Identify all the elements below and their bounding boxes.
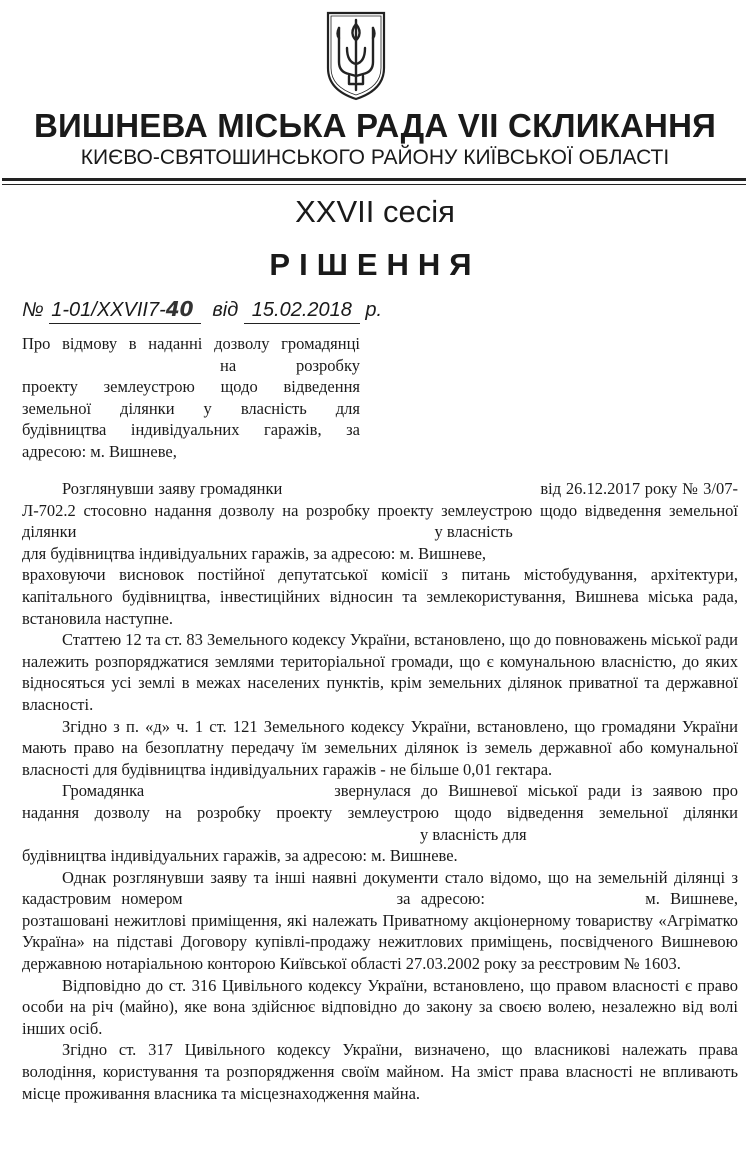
council-district: КИЄВО-СВЯТОШИНСЬКОГО РАЙОНУ КИЇВСЬКОЇ ОБЛАСТІ [80, 146, 670, 169]
number-label: № [22, 299, 44, 321]
paragraph-1-end: враховуючи висновок постійної депутатської комісії з питань містобудування, архітектури, капітального будівництва, інвестиційних відносин та землекористування, Вишнева міська рада, встановила наступне. [22, 565, 738, 628]
paragraph-4-end: будівництва індивідуальних гаражів, за адресою: м. Вишневе. [22, 846, 458, 866]
paragraph-4 [22, 780, 738, 845]
p5-text-c: м. Вишневе, розташовані нежитлові приміщення, які належать Приватному акціонерному товариству «Агріматко Україна» на підставі Договору купівлі-продажу нежитлових приміщень, посвідченого Вишневою державною нотаріальною конторою Київської області 27.03.2002 року за реєстровим № 1603. [22, 889, 739, 974]
p5-text-a: Однак розглянувши заяву та інші наявні документи стало відомо, що на земельній ділянці з кадастровим номером [22, 867, 738, 909]
subject-line: Про відмову в наданні дозволу громадянці [22, 334, 360, 353]
p4-text-b: звернулася до Вишневої міської ради із заявою про надання дозволу на розробку проекту землеустрою щодо відведення [22, 781, 738, 822]
subject-line: адресою: м. Вишневе, [22, 441, 177, 461]
decision-date: 15.02.2018 [244, 297, 360, 324]
document-type: РІШЕННЯ [269, 247, 481, 282]
decision-subject [22, 333, 360, 462]
paragraph-7: Згідно ст. 317 Цивільного кодексу України, визначено, що власникові належать права володіння, користування та розпорядження своїм майном. На зміст права власності не впливають місце проживання власника та місцезнаходження майна. [22, 1040, 738, 1103]
subject-line: будівництва індивідуальних гаражів, за [22, 420, 360, 439]
paragraph-1 [22, 478, 738, 543]
paragraph-6: Відповідно до ст. 316 Цивільного кодексу України, встановлено, що правом власності є право особи на річ (майно), яке вона здійснює відповідно до закону за своєю волею, незалежно від волі інших осіб. [22, 975, 738, 1038]
decision-number [49, 296, 201, 324]
paragraph-3: Згідно з п. «д» ч. 1 ст. 121 Земельного кодексу України, встановлено, що громадяни України мають право на безоплатну передачу їм земельних ділянок із земель державної або комунальної власності для будівництва індивідуальних гаражів - не більше 0,01 гектара. [22, 716, 738, 779]
subject-line: проекту землеустрою щодо відведення [22, 377, 360, 396]
paragraph-2: Статтею 12 та ст. 83 Земельного кодексу України, встановлено, що до повноважень міської ради належить розпоряджатися землями територіальної громади, що є комунальною власністю, до яких відносяться усі землі в межах населених пунктів, крім земельних ділянок приватної та державної власності. [22, 630, 738, 714]
p5-text-b: за адресою: [396, 889, 485, 909]
subject-line: земельної ділянки у власність для [22, 398, 360, 418]
header-rule-thick [2, 178, 746, 181]
decision-number-handwritten: 40 [165, 297, 194, 321]
p1-text-f: для будівництва індивідуальних гаражів, за адресою: м. Вишневе, [22, 543, 487, 563]
p1-text-a: Розглянувши заяву громадянки [62, 479, 283, 498]
p1-text-d: відведення земельної ділянки [22, 500, 738, 542]
p1-text-c: № 3/07-Л-702.2 стосовно надання дозволу на розробку проекту землеустрою щодо [22, 479, 738, 520]
header-rule-thin [2, 184, 746, 185]
p4-text-d: у власність для [420, 824, 527, 844]
year-suffix: р. [365, 299, 383, 321]
decision-number-text: 1-01/XXVII7- [51, 299, 166, 321]
council-title: ВИШНЕВА МІСЬКА РАДА VII СКЛИКАННЯ [33, 107, 717, 144]
p1-text-e: у власність [434, 522, 513, 542]
date-label: від [212, 299, 239, 321]
subject-line: на розробку [220, 355, 360, 375]
p4-text-a: Громадянка [62, 781, 145, 801]
session-title: XXVII сесія [295, 194, 455, 229]
decision-body [22, 478, 738, 1104]
decision-number-line [22, 296, 382, 324]
p4-text-c: земельної ділянки [599, 802, 739, 822]
paragraph-5 [22, 867, 738, 975]
paragraph-1-cont [22, 543, 738, 565]
p1-text-b: від 26.12.2017 року [540, 479, 678, 498]
trident-coat-of-arms-icon [325, 10, 387, 102]
